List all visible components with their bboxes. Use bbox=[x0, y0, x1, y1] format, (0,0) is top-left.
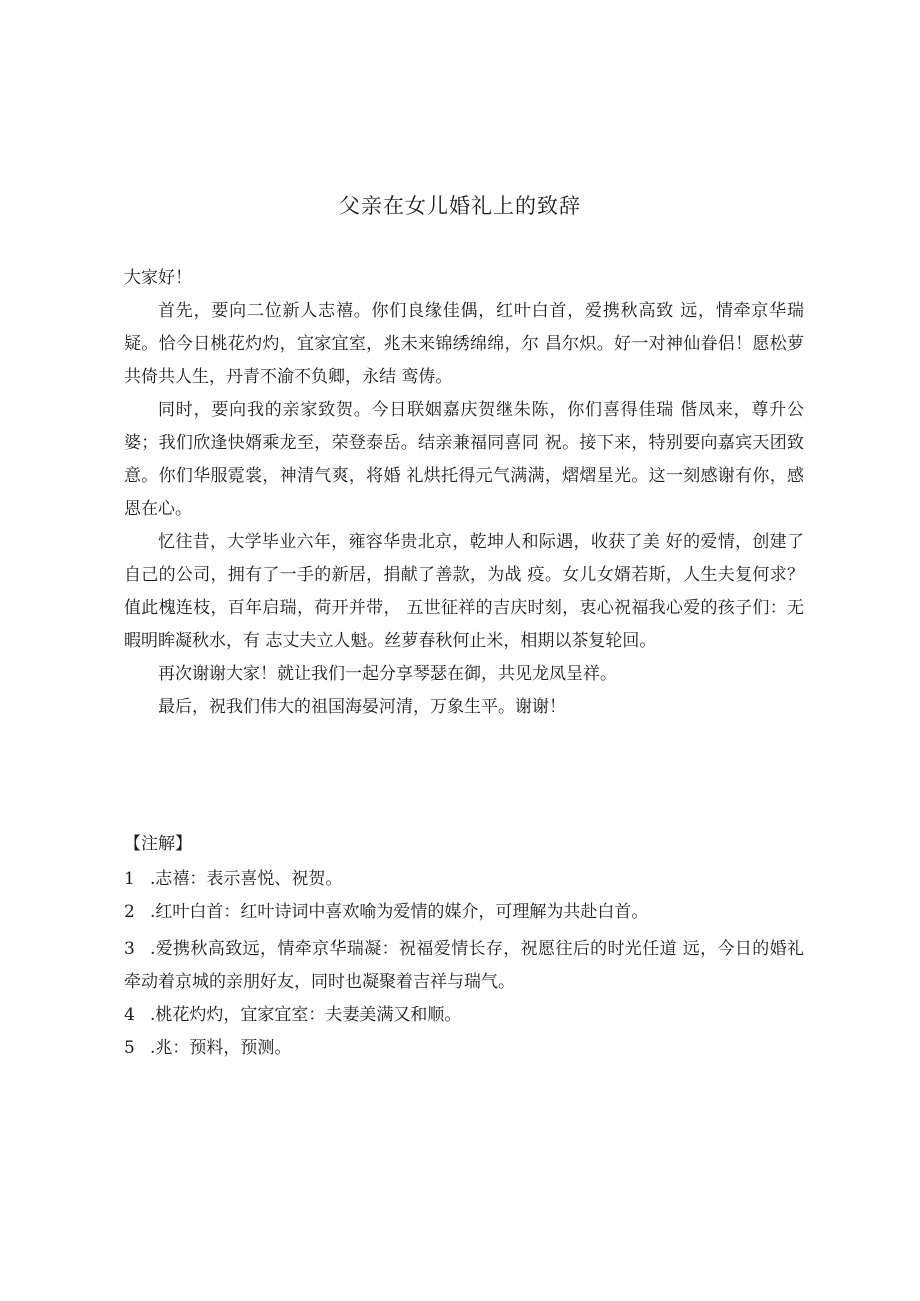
note-item bbox=[124, 1032, 804, 1065]
note-text: .兆：预料，预测。 bbox=[150, 1038, 292, 1058]
greeting: 大家好！ bbox=[124, 268, 192, 288]
note-item bbox=[124, 863, 804, 896]
paragraph-closing: 最后，祝我们伟大的祖国海晏河清，万象生平。谢谢！ bbox=[158, 697, 566, 717]
paragraph-thanks-again: 再次谢谢大家！就让我们一起分享琴瑟在御，共见龙凤呈祥。 bbox=[158, 664, 617, 684]
speech-body bbox=[124, 262, 804, 724]
note-text: .志禧：表示喜悦、祝贺。 bbox=[150, 869, 343, 889]
note-text: .爱携秋高致远，情牵京华瑞凝：祝福爱情长存，祝愿往后的时光任道 远，今日的婚礼牵动着京城的亲朋好友，同时也凝聚着吉祥与瑞气。 bbox=[124, 939, 804, 992]
note-number: 3 bbox=[124, 939, 135, 959]
note-number: 4 bbox=[124, 1005, 135, 1025]
note-item bbox=[124, 999, 804, 1032]
note-text: .红叶白首：红叶诗词中喜欢喻为爱情的媒介，可理解为共赴白首。 bbox=[150, 902, 649, 922]
note-item bbox=[124, 933, 804, 999]
paragraph-thank-in-laws: 同时，要向我的亲家致贺。今日联姻嘉庆贺继朱陈，你们喜得佳瑞 偕凤来，尊升公婆；我们欣逢快婿乘龙至，荣登泰岳。结亲兼福同喜同 祝。接下来，特别要向嘉宾天团致意。你们华服霓裳，神清气爽，将婚 礼烘托得元气满满，熠熠星光。这一刻感谢有你，感恩在心。 bbox=[124, 400, 804, 519]
document-title: 父亲在女儿婚礼上的致辞 bbox=[339, 194, 581, 218]
note-number: 2 bbox=[124, 902, 135, 922]
notes-heading: 【注解】 bbox=[124, 834, 192, 854]
note-item bbox=[124, 896, 804, 929]
paragraph-congratulate-couple: 首先，要向二位新人志禧。你们良缘佳偶，红叶白首，爱携秋高致 远，情牵京华瑞疑。恰今日桃花灼灼，宜家宜室，兆未来锦绣绵绵，尔 昌尔炽。好一对神仙眷侣！愿松萝共倚共人生，丹青不渝不负卿，永结 鸾俦。 bbox=[124, 301, 804, 387]
note-number: 1 bbox=[124, 869, 135, 889]
note-text: .桃花灼灼，宜家宜室：夫妻美满又和顺。 bbox=[150, 1005, 462, 1025]
note-number: 5 bbox=[124, 1038, 135, 1058]
paragraph-recollection: 忆往昔，大学毕业六年，雍容华贵北京，乾坤人和际遇，收获了美 好的爱情，创建了自己的公司，拥有了一手的新居，捐献了善款，为战 疫。女儿女婿若斯，人生夫复何求？值此槐连枝，百年启瑞，荷开并带， 五世征祥的吉庆时刻，衷心祝福我心爱的孩子们：无暇明眸凝秋水，有 志丈夫立人魁。丝萝春秋何止米，相期以茶复轮回。 bbox=[124, 532, 804, 651]
notes-section bbox=[124, 828, 804, 1065]
